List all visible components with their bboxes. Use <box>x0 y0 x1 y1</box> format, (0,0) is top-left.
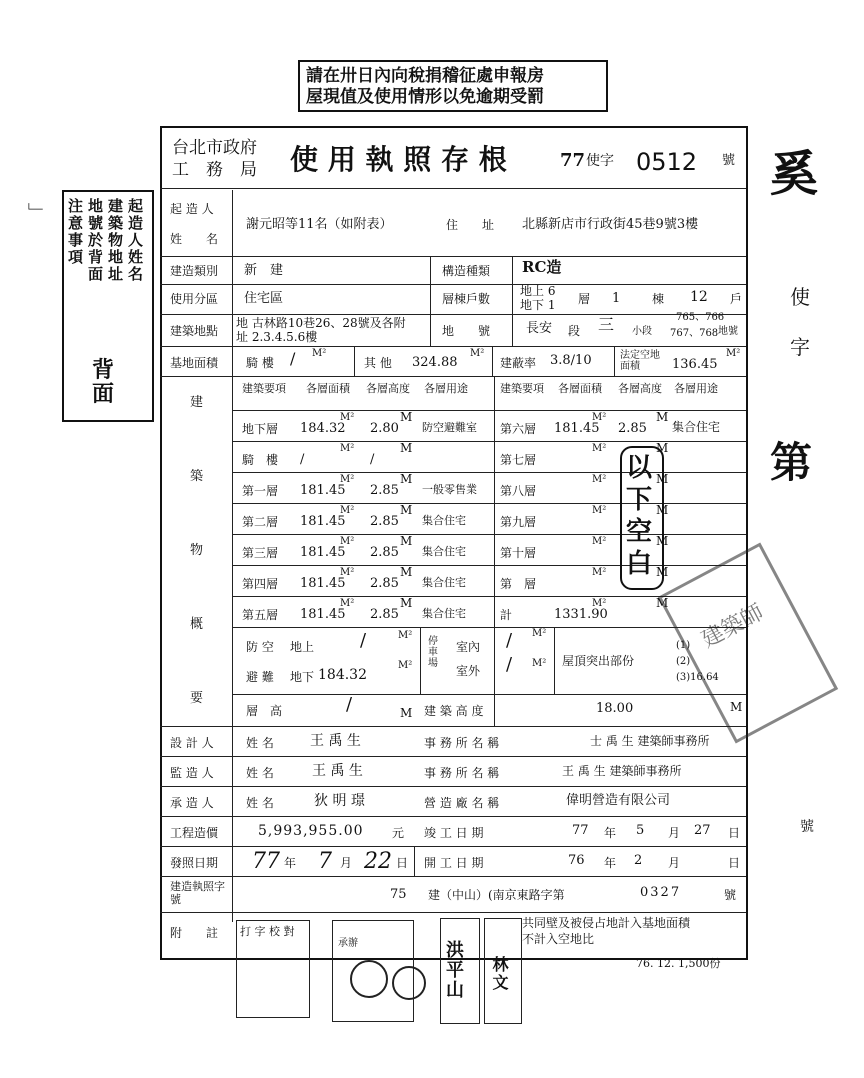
row-left-height-unit: M <box>400 472 413 486</box>
row-right-area-unit: M² <box>592 474 607 485</box>
row-right-area-unit: M² <box>592 567 607 578</box>
row-right-area: 1331.90 <box>554 607 608 622</box>
issue-month: 7 <box>318 849 332 874</box>
rule-bt-row <box>232 627 746 628</box>
row-left-height: 2.80 <box>370 421 399 436</box>
rule-v8 <box>614 346 615 376</box>
right-margin-char-4: 號 <box>800 819 814 835</box>
rule-5 <box>160 376 746 377</box>
header-left-1: 各層面積 <box>306 382 350 395</box>
row-right-floor: 第十層 <box>500 546 537 560</box>
household-unit: 戶 <box>730 292 743 306</box>
row-right-floor: 第六層 <box>500 422 537 436</box>
site-value-1: 地 古林路10巷26、28號及各附 <box>236 316 406 330</box>
row-left-use: 集合住宅 <box>422 545 466 558</box>
shelter-above-value: / <box>360 630 367 651</box>
contractor-name-label: 姓 名 <box>246 796 274 810</box>
building-height-value: 18.00 <box>596 701 634 716</box>
contractor-firm: 偉明營造有限公司 <box>566 793 671 808</box>
row-left-area-unit: M² <box>340 536 355 547</box>
address-label: 住 址 <box>446 218 495 232</box>
base-area-label: 基地面積 <box>170 356 219 370</box>
rule-v6 <box>354 346 355 376</box>
rule-bt-header <box>232 410 746 411</box>
roof-value-2: (2) <box>676 656 691 667</box>
row-left-height-unit: M <box>400 410 413 424</box>
floors-above: 地上 6 <box>520 284 556 298</box>
building-count: 1 <box>612 291 621 306</box>
site-value-2: 址 2.3.4.5.6樓 <box>236 330 318 344</box>
rule-v-roof <box>554 628 555 694</box>
permit-no: 0327 <box>640 885 682 900</box>
row-right-floor: 第九層 <box>500 515 537 529</box>
header-right-3: 各層用途 <box>674 382 718 395</box>
other-unit: M² <box>470 348 485 359</box>
header-rule <box>160 188 746 189</box>
issue-label: 發照日期 <box>170 856 219 870</box>
header-right-2: 各層高度 <box>618 382 662 395</box>
floor-height-label: 層 高 <box>246 704 283 718</box>
completion-day-char: 日 <box>728 826 741 840</box>
start-label: 開 工 日 期 <box>424 856 484 870</box>
permit-year-value: 75 <box>390 887 407 902</box>
row-left-use: 集合住宅 <box>422 576 466 589</box>
rule-bt-row <box>232 441 746 442</box>
row-left-height-unit: M <box>400 503 413 517</box>
parking-in-value: / <box>506 630 513 651</box>
designer-firm-label: 事 務 所 名 稱 <box>424 736 500 750</box>
row-left-height: 2.85 <box>370 576 399 591</box>
rule-bt-row <box>232 534 746 535</box>
completion-label: 竣 工 日 期 <box>424 826 484 840</box>
rule-shelter <box>232 694 746 695</box>
header-left-0: 建築要項 <box>242 382 286 395</box>
start-year: 76 <box>568 853 585 868</box>
rule-11 <box>160 876 746 877</box>
chief-seal: 洪平山 <box>443 940 464 1000</box>
right-margin-char-1: 使 <box>790 285 810 309</box>
row-left-floor: 第一層 <box>242 484 279 498</box>
parking-out-unit: M² <box>532 658 547 669</box>
permit-char: 使字 <box>586 153 614 169</box>
rule-bt-row <box>232 565 746 566</box>
designer-label: 設 計 人 <box>170 736 214 750</box>
row-right-area-unit: M² <box>592 505 607 516</box>
cost-value: 5,993,955.00 <box>258 823 364 839</box>
row-left-floor: 第四層 <box>242 577 279 591</box>
cost-label: 工程造價 <box>170 826 219 840</box>
row-left-floor: 第三層 <box>242 546 279 560</box>
row-left-use: 集合住宅 <box>422 607 466 620</box>
rule-1 <box>160 256 746 257</box>
permit-year: 77 <box>560 150 586 171</box>
row-left-height: 2.85 <box>370 514 399 529</box>
row-left-area: 181.45 <box>300 576 346 591</box>
permit-district: 建（中山）(南京東路字第 <box>428 888 565 902</box>
rule-v2 <box>232 256 233 346</box>
row-right-height-unit: M <box>656 472 669 486</box>
applicant-divider <box>232 190 233 256</box>
left-note-col-4: 注意事項 <box>66 198 84 266</box>
start-year-char: 年 <box>604 856 617 870</box>
rule-v5 <box>232 346 233 376</box>
other-label: 其 他 <box>364 356 392 370</box>
completion-month: 5 <box>636 823 645 838</box>
floor-unit: 層 <box>578 292 591 306</box>
floors-label: 層棟戶數 <box>442 292 491 306</box>
rule-4 <box>160 346 746 347</box>
remarks-note-2: 不計入空地比 <box>522 932 595 946</box>
lot-numbers-1: 765、766 <box>676 312 725 323</box>
header-right-1: 各層面積 <box>558 382 602 395</box>
row-left-floor: 騎 樓 <box>242 453 279 467</box>
shelter-above-unit: M² <box>398 630 413 641</box>
row-left-height-unit: M <box>400 596 413 610</box>
rule-6 <box>160 726 746 727</box>
seal-circle-2 <box>392 966 426 1000</box>
site-label: 建築地點 <box>170 324 219 338</box>
completion-year: 77 <box>572 823 589 838</box>
side-char-1: 建 <box>190 395 204 410</box>
left-margin-mark: ﹂ <box>28 201 48 225</box>
blank-note: 以下空白 <box>626 453 653 579</box>
side-char-2: 築 <box>190 469 204 484</box>
row-left-area-unit: M² <box>340 598 355 609</box>
row-left-floor: 第五層 <box>242 608 279 622</box>
rule-9 <box>160 816 746 817</box>
applicant-value: 謝元昭等11名（如附表） <box>246 217 393 232</box>
row-right-height-unit: M <box>656 596 669 610</box>
roof-value-1: (1) <box>676 640 691 651</box>
row-right-floor: 計 <box>500 608 513 622</box>
start-month-char: 月 <box>668 856 681 870</box>
evac-label: 避 難 <box>246 670 274 684</box>
completion-year-char: 年 <box>604 826 617 840</box>
rule-v-mid <box>494 376 495 726</box>
floor-height-unit: M <box>400 706 413 720</box>
usage-zone-label: 使用分區 <box>170 292 219 306</box>
row-right-floor: 第八層 <box>500 484 537 498</box>
agency-line-1: 台北市政府 <box>172 138 257 158</box>
row-right-height-unit: M <box>656 565 669 579</box>
lot-district: 長安 <box>526 321 553 336</box>
header-left-3: 各層用途 <box>424 382 468 395</box>
left-note-col-2: 建築物地址 <box>106 198 124 283</box>
building-height-label: 建 築 高 度 <box>424 704 484 718</box>
row-right-floor: 第七層 <box>500 453 537 467</box>
shelter-below: 地下 <box>290 670 315 684</box>
row-left-area-unit: M² <box>340 412 355 423</box>
lot-label: 地 號 <box>442 324 491 338</box>
side-char-4: 概 <box>190 617 204 632</box>
permit-no-suffix: 號 <box>724 888 737 902</box>
row-right-area: 181.45 <box>554 421 600 436</box>
row-right-height-unit: M <box>656 410 669 424</box>
row-left-area: 181.45 <box>300 545 346 560</box>
row-left-height-unit: M <box>400 565 413 579</box>
row-left-floor: 第二層 <box>242 515 279 529</box>
parking-out-value: / <box>506 654 513 675</box>
shelter-below-value: 184.32 <box>318 667 367 683</box>
row-left-height-unit: M <box>400 534 413 548</box>
right-margin-char-3: 第 <box>770 438 813 487</box>
row-left-area: 184.32 <box>300 421 346 436</box>
building-height-unit: M <box>730 700 743 714</box>
seal-circle-1 <box>350 960 388 998</box>
chop-stamp-text: 建築師 <box>697 600 768 654</box>
rule-v-side <box>232 376 233 726</box>
row-left-area-unit: M² <box>340 567 355 578</box>
building-unit: 棟 <box>652 292 665 306</box>
right-margin-char-2: 字 <box>790 335 810 359</box>
row-left-height: 2.85 <box>370 545 399 560</box>
row-right-height-unit: M <box>656 534 669 548</box>
issue-day: 22 <box>364 849 392 874</box>
rule-8 <box>160 786 746 787</box>
row-left-use: 一般零售業 <box>422 483 477 496</box>
row-right-area-unit: M² <box>592 412 607 423</box>
footer-print-run: 76. 12. 1,500份 <box>636 957 721 970</box>
roof-value-3: (3)16.64 <box>676 672 719 683</box>
notice-box <box>298 60 608 112</box>
row-left-area: 181.45 <box>300 483 346 498</box>
row-right-height-unit: M <box>656 503 669 517</box>
remarks-label: 附 註 <box>170 926 219 940</box>
rule-7 <box>160 756 746 757</box>
legal-area-label: 法定空地面積 <box>620 350 660 372</box>
contractor-name: 狄 明 璟 <box>314 793 365 809</box>
row-left-area: / <box>300 452 305 467</box>
permit-number: 0512 <box>636 148 698 176</box>
parking-out: 室外 <box>456 664 481 678</box>
designer-name: 王 禹 生 <box>310 733 361 749</box>
rule-bt-row <box>232 503 746 504</box>
rule-2 <box>160 284 746 285</box>
row-left-use: 防空避難室 <box>422 421 477 434</box>
left-note-col-3: 地號於背面 <box>86 198 104 283</box>
left-note-col-1: 起造人姓名 <box>126 198 144 283</box>
row-left-use: 集合住宅 <box>422 514 466 527</box>
applicant-label: 起 造 人 <box>170 202 214 216</box>
row-right-use: 集合住宅 <box>672 420 721 434</box>
permit-label: 建造執照字號 <box>170 880 225 906</box>
arcade-unit: M² <box>312 348 327 359</box>
row-right-height-unit: M <box>656 441 669 455</box>
shelter-above: 地上 <box>290 640 315 654</box>
lot-suffix: 地號 <box>718 326 738 337</box>
lot-section: 三 <box>598 315 615 334</box>
row-right-area-unit: M² <box>592 536 607 547</box>
clerk-seal: 林文 <box>490 956 509 992</box>
row-left-area-unit: M² <box>340 474 355 485</box>
form-title: 使 用 執 照 存 根 <box>290 143 507 176</box>
legal-area-value: 136.45 <box>672 357 718 372</box>
rule-v-park <box>420 628 421 694</box>
side-char-5: 要 <box>190 691 204 706</box>
coverage-label: 建蔽率 <box>500 356 537 370</box>
build-type-label: 建造類別 <box>170 264 219 278</box>
lot-subsection: 小段 <box>632 326 652 337</box>
row-left-height-unit: M <box>400 441 413 455</box>
row-left-floor: 地下層 <box>242 422 279 436</box>
completion-month-char: 月 <box>668 826 681 840</box>
left-note-handwritten: 背面 <box>92 357 115 407</box>
row-left-height: 2.85 <box>370 483 399 498</box>
shelter-label: 防 空 <box>246 640 274 654</box>
cost-unit: 元 <box>392 826 405 840</box>
contractor-firm-label: 營 造 廠 名 稱 <box>424 796 500 810</box>
rule-12 <box>160 912 746 913</box>
applicant-name-label: 姓 名 <box>170 232 219 246</box>
designer-firm: 士 禹 生 建築師事務所 <box>590 734 710 748</box>
header-left-2: 各層高度 <box>366 382 410 395</box>
row-left-area: 181.45 <box>300 607 346 622</box>
supervisor-firm-label: 事 務 所 名 稱 <box>424 766 500 780</box>
side-char-3: 物 <box>190 543 204 558</box>
remarks-note-1: 共同壁及被侵占地計入基地面積 <box>522 916 691 930</box>
designer-name-label: 姓 名 <box>246 736 274 750</box>
issue-month-char: 月 <box>340 856 353 870</box>
rule-v3 <box>430 256 431 346</box>
approval-label: 承辦 <box>338 938 358 949</box>
parking-in: 室內 <box>456 640 481 654</box>
floors-below: 地下 1 <box>520 298 556 312</box>
row-right-area-unit: M² <box>592 443 607 454</box>
agency-line-2: 工 務 局 <box>172 160 257 180</box>
row-left-area-unit: M² <box>340 505 355 516</box>
row-left-area-unit: M² <box>340 443 355 454</box>
rule-v7 <box>492 346 493 376</box>
arcade-label: 騎 樓 <box>246 356 274 370</box>
legal-area-unit: M² <box>726 348 741 359</box>
row-left-area: 181.45 <box>300 514 346 529</box>
right-stamp-mark: 奚 <box>770 146 819 202</box>
other-value: 324.88 <box>412 355 458 370</box>
parking-in-unit: M² <box>532 628 547 639</box>
coverage-value: 3.8/10 <box>550 353 592 368</box>
notice-line-1: 請在卅日內向稅捐稽征處申報房 <box>306 66 544 86</box>
start-month: 2 <box>634 853 643 868</box>
build-type-value: 新 建 <box>244 263 284 278</box>
lot-section-label: 段 <box>568 324 581 338</box>
row-right-height: 2.85 <box>618 421 647 436</box>
issue-year: 77 <box>252 849 280 874</box>
start-day-char: 日 <box>728 856 741 870</box>
row-left-height: 2.85 <box>370 607 399 622</box>
supervisor-label: 監 造 人 <box>170 766 214 780</box>
usage-zone-value: 住宅區 <box>244 291 284 306</box>
rule-v-issue <box>414 846 415 876</box>
supervisor-firm: 王 禹 生 建築師事務所 <box>562 764 682 778</box>
household-count: 12 <box>690 289 708 305</box>
rule-3 <box>160 314 746 315</box>
left-note-box <box>62 190 154 422</box>
supervisor-name-label: 姓 名 <box>246 766 274 780</box>
header-right-0: 建築要項 <box>500 382 544 395</box>
structure-label: 構造種類 <box>442 264 491 278</box>
supervisor-name: 王 禹 生 <box>312 763 363 779</box>
rule-v4 <box>512 256 513 346</box>
permit-suffix: 號 <box>722 153 736 168</box>
issue-day-char: 日 <box>396 856 409 870</box>
issue-year-char: 年 <box>284 856 297 870</box>
row-left-height: / <box>370 452 375 467</box>
lot-numbers-2: 767、768 <box>670 328 719 339</box>
row-right-floor: 第 層 <box>500 577 537 591</box>
row-right-area-unit: M² <box>592 598 607 609</box>
rule-bt-row <box>232 472 746 473</box>
shelter-below-unit: M² <box>398 660 413 671</box>
rule-10 <box>160 846 746 847</box>
structure-value: RC造 <box>522 258 562 276</box>
arcade-value: / <box>290 349 296 368</box>
parking-label: 停車場 <box>428 636 438 669</box>
address-value: 北縣新店市行政街45巷9號3樓 <box>522 217 699 232</box>
roof-label: 屋頂突出部份 <box>562 654 635 668</box>
notice-line-2: 屋現值及使用情形以免逾期受罰 <box>306 87 544 107</box>
completion-day: 27 <box>694 823 711 838</box>
typing-check: 打 字 校 對 <box>240 925 295 938</box>
floor-height-value: / <box>346 694 353 715</box>
contractor-label: 承 造 人 <box>170 796 214 810</box>
